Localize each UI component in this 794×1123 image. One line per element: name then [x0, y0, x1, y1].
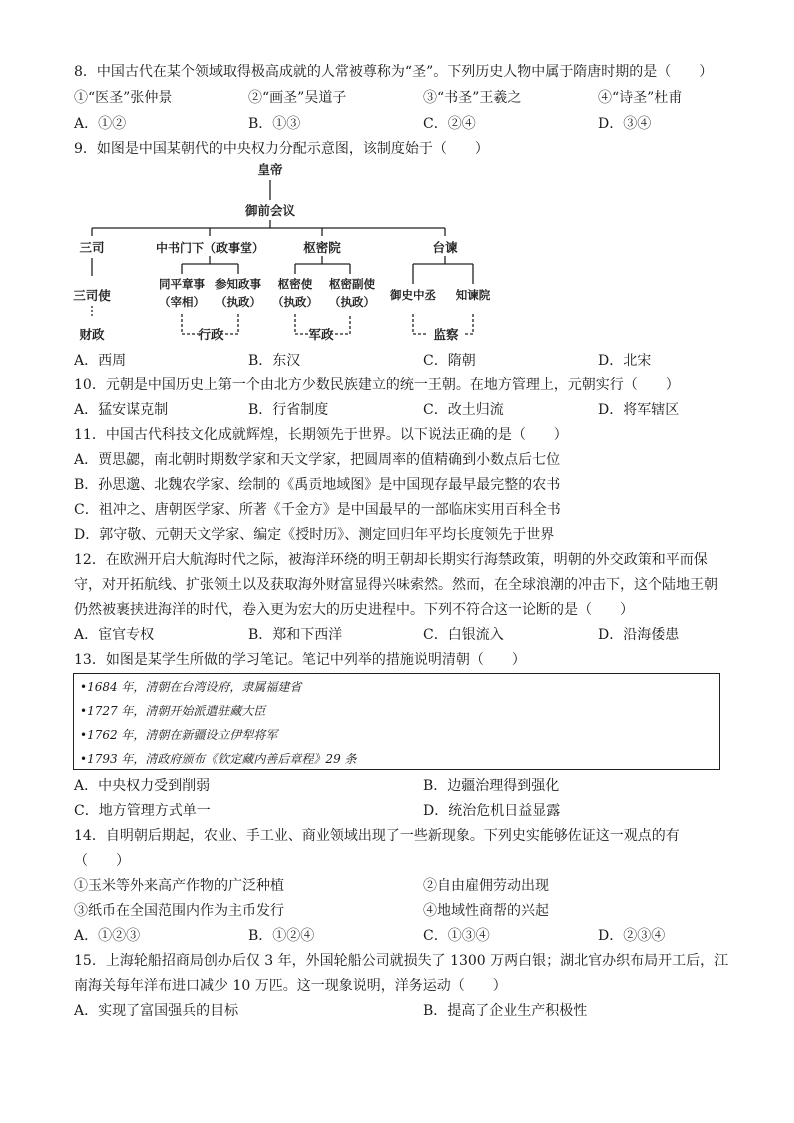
q8-option-a[interactable]: A．①②: [74, 116, 127, 132]
finance-label: 财政: [79, 327, 105, 342]
q10-stem: 10．元朝是中国历史上第一个由北方少数民族建立的统一王朝。在地方管理上，元朝实行（ ）: [74, 377, 680, 393]
supervision-label: 监察: [433, 327, 459, 342]
q8-option-d[interactable]: D．③④: [598, 116, 652, 132]
q12-option-d[interactable]: D．沿海倭患: [598, 627, 680, 643]
emperor-label: 皇帝: [257, 162, 283, 177]
q10-option-c[interactable]: C．改土归流: [423, 402, 504, 418]
zhongshu-label: 中书门下（政事堂）: [155, 241, 265, 255]
q13-stem: 13．如图是某学生所做的学习笔记。笔记中列举的措施说明清朝（ ）: [74, 652, 526, 668]
q14-item: ④地域性商帮的兴起: [423, 903, 549, 919]
q12-option-b[interactable]: B．郑和下西洋: [248, 627, 343, 643]
shumifu-role: （执政）: [329, 295, 375, 309]
q12-stem-line: 仍然被裹挟进海洋的时代，卷入更为宏大的历史进程中。下列不符合这一论断的是（ ）: [74, 602, 634, 618]
q13-option-b[interactable]: B．边疆治理得到强化: [423, 778, 560, 794]
canzhi-role: （执政）: [215, 295, 261, 309]
q14-stem-line: 14．自明朝后期起，农业、手工业、商业领域出现了一些新现象。下列史实能够佐证这一观点的有: [74, 828, 680, 844]
q9-option-b[interactable]: B．东汉: [248, 353, 301, 369]
yushi-label: 御史中丞: [390, 288, 436, 302]
q14-option-a[interactable]: A．①②③: [74, 928, 141, 944]
shumi-label: 枢密院: [303, 240, 341, 255]
q10-option-d[interactable]: D．将军辖区: [598, 402, 680, 418]
q11-option-b[interactable]: B．孙思邈、北魏农学家、绘制的《禹贡地域图》是中国现存最早最完整的农书: [74, 477, 561, 493]
council-label: 御前会议: [244, 203, 296, 218]
tongping-role: （宰相）: [159, 295, 205, 309]
q10-option-b[interactable]: B．行省制度: [248, 402, 329, 418]
shumifu-label: 枢密副使: [329, 277, 375, 291]
note-item: •1762 年，清朝在新疆设立伊犁将军: [80, 728, 278, 742]
note-item: •1793 年，清政府颁布《钦定藏内善后章程》29 条: [80, 752, 357, 766]
study-notes-box: [73, 673, 720, 770]
q13-option-d[interactable]: D．统治危机日益显露: [423, 803, 561, 819]
q14-option-d[interactable]: D．②③④: [598, 928, 666, 944]
q15-stem-line: 15．上海轮船招商局创办后仅 3 年，外国轮船公司就损失了 1300 万两白银；湖北官办织布局开工后，江: [74, 953, 729, 969]
shumishi-role: （执政）: [272, 295, 318, 309]
q11-option-c[interactable]: C．祖冲之、唐朝医学家、所著《千金方》是中国最早的一部临床实用百科全书: [74, 502, 561, 518]
q8-item: ②“画圣”吴道子: [248, 90, 347, 106]
q14-item: ③纸币在全国范围内作为主币发行: [74, 903, 284, 919]
q8-item: ①“医圣”张仲景: [74, 90, 173, 106]
zhijian-label: 知谏院: [455, 288, 491, 302]
q12-option-c[interactable]: C．白银流入: [423, 627, 504, 643]
q14-option-c[interactable]: C．①③④: [423, 928, 490, 944]
q13-option-c[interactable]: C．地方管理方式单一: [74, 803, 211, 819]
q8-item: ③“书圣”王羲之: [423, 90, 522, 106]
canzhi-label: 参知政事: [215, 277, 261, 291]
sansi-label: 三司: [79, 240, 105, 255]
q11-option-a[interactable]: A．贾思勰，南北朝时期数学家和天文学家，把圆周率的值精确到小数点后七位: [74, 452, 561, 468]
tongping-label: 同平章事: [159, 277, 205, 291]
q8-item: ④“诗圣”杜甫: [598, 90, 683, 106]
q15-option-b[interactable]: B．提高了企业生产积极性: [423, 1003, 588, 1019]
q11-stem: 11．中国古代科技文化成就辉煌，长期领先于世界。以下说法正确的是（ ）: [74, 427, 568, 443]
q9-option-d[interactable]: D．北宋: [598, 353, 652, 369]
q14-stem-line: （ ）: [74, 853, 130, 869]
taijian-label: 台谏: [432, 240, 458, 255]
q14-item: ②自由雇佣劳动出现: [423, 878, 549, 894]
q9-option-a[interactable]: A．西周: [74, 353, 127, 369]
note-item: •1727 年，清朝开始派遣驻藏大臣: [80, 704, 266, 718]
note-item: •1684 年，清朝在台湾设府，隶属福建省: [80, 680, 302, 694]
q13-option-a[interactable]: A．中央权力受到削弱: [74, 778, 211, 794]
q8-option-b[interactable]: B．①③: [248, 116, 301, 132]
q12-stem-line: 守，对开拓航线、扩张领土以及获取海外财富显得兴味索然。然而，在全球浪潮的冲击下，这个陆地王朝: [74, 577, 718, 593]
admin-label: 行政: [198, 327, 224, 342]
power-distribution-diagram: [70, 158, 510, 348]
q12-option-a[interactable]: A．宦官专权: [74, 627, 155, 643]
q12-stem-line: 12．在欧洲开启大航海时代之际，被海洋环绕的明王朝却长期实行海禁政策，明朝的外交政策和平而保: [74, 552, 708, 568]
q8-stem: 8．中国古代在某个领域取得极高成就的人常被尊称为“圣”。下列历史人物中属于隋唐时期的是（ ）: [74, 64, 714, 80]
q8-option-c[interactable]: C．②④: [423, 116, 476, 132]
q9-stem: 9．如图是中国某朝代的中央权力分配示意图，该制度始于（ ）: [74, 141, 489, 157]
sansishi-label: 三司使: [73, 288, 111, 303]
q15-stem-line: 南海关每年洋布进口减少 10 万匹。这一现象说明，洋务运动（ ）: [74, 978, 507, 994]
q14-option-b[interactable]: B．①②④: [248, 928, 315, 944]
q14-item: ①玉米等外来高产作物的广泛种植: [74, 878, 284, 894]
q9-option-c[interactable]: C．隋朝: [423, 353, 476, 369]
q15-option-a[interactable]: A．实现了富国强兵的目标: [74, 1003, 239, 1019]
q11-option-d[interactable]: D．郭守敬、元朝天文学家、编定《授时历》、测定回归年平均长度领先于世界: [74, 527, 555, 543]
military-label: 军政: [308, 327, 334, 342]
shumishi-label: 枢密使: [277, 277, 313, 291]
q10-option-a[interactable]: A．猛安谋克制: [74, 402, 169, 418]
